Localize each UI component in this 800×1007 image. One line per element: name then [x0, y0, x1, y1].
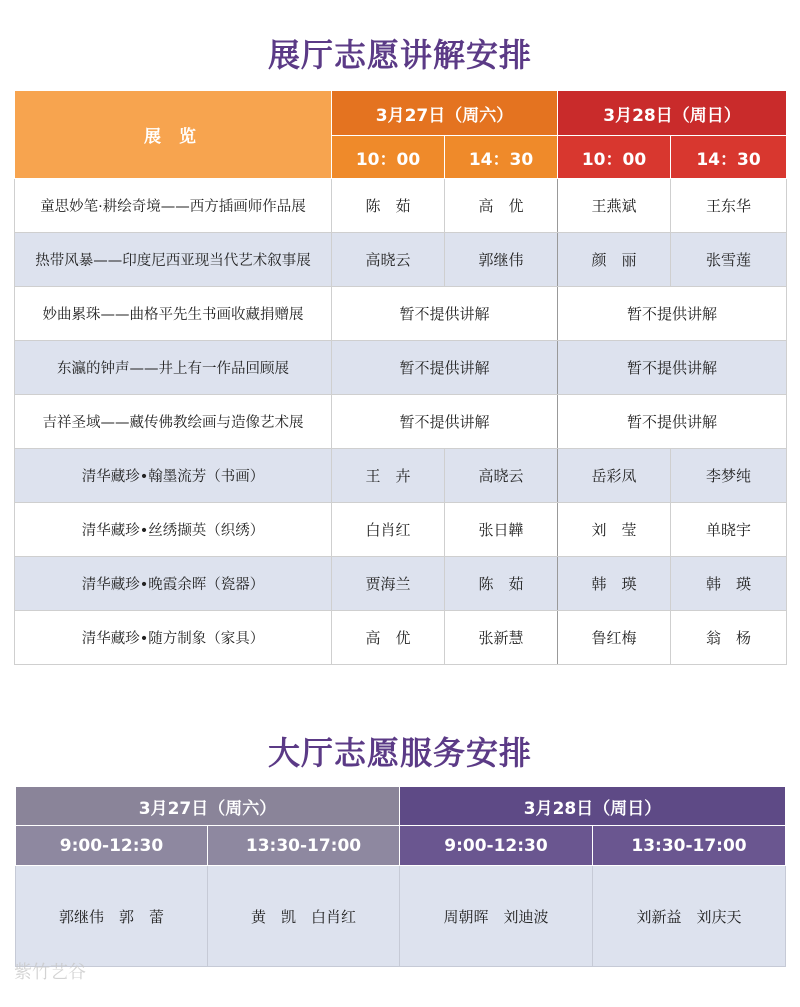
- exhibit-name: 清华藏珍•随方制象（家具）: [15, 611, 332, 665]
- volunteer-name: 翁 杨: [671, 611, 787, 665]
- time-header: 10：00: [558, 136, 671, 179]
- hall-time-header: 9:00-12:30: [400, 826, 593, 866]
- hall-date-header-day1: 3月27日（周六）: [16, 787, 400, 826]
- volunteer-name: 单晓宇: [671, 503, 787, 557]
- hall-time-header: 9:00-12:30: [16, 826, 208, 866]
- exhibit-name: 东瀛的钟声——井上有一作品回顾展: [15, 341, 332, 395]
- table-row: [15, 287, 787, 341]
- no-guide-notice: 暂不提供讲解: [558, 287, 787, 341]
- time-header: 14：30: [671, 136, 787, 179]
- exhibit-name: 热带风暴——印度尼西亚现当代艺术叙事展: [15, 233, 332, 287]
- table-row: [15, 233, 787, 287]
- no-guide-notice: 暂不提供讲解: [558, 395, 787, 449]
- volunteer-name: 张新慧: [445, 611, 558, 665]
- exhibit-column-header: 展 览: [15, 91, 332, 179]
- exhibit-name: 清华藏珍•晚霞余晖（瓷器）: [15, 557, 332, 611]
- volunteer-name: 张日韡: [445, 503, 558, 557]
- volunteer-name: 高 优: [445, 179, 558, 233]
- guide-schedule-table: [14, 90, 787, 665]
- volunteer-name: 颜 丽: [558, 233, 671, 287]
- table-row: [15, 341, 787, 395]
- no-guide-notice: 暂不提供讲解: [332, 395, 558, 449]
- volunteer-name: 张雪莲: [671, 233, 787, 287]
- volunteer-name: 郭继伟: [445, 233, 558, 287]
- volunteer-name: 陈 茹: [332, 179, 445, 233]
- exhibit-name: 吉祥圣域——藏传佛教绘画与造像艺术展: [15, 395, 332, 449]
- exhibit-name: 童思妙笔·耕绘奇境——西方插画师作品展: [15, 179, 332, 233]
- hall-time-header: 13:30-17:00: [208, 826, 400, 866]
- time-header: 14：30: [445, 136, 558, 179]
- exhibit-name: 妙曲累珠——曲格平先生书画收藏捐赠展: [15, 287, 332, 341]
- volunteer-name: 高晓云: [332, 233, 445, 287]
- guide-schedule-title: 展厅志愿讲解安排: [267, 36, 532, 74]
- exhibit-name: 清华藏珍•丝绣撷英（织绣）: [15, 503, 332, 557]
- date-header-day1: 3月27日（周六）: [332, 91, 558, 136]
- volunteer-name: 韩 瑛: [558, 557, 671, 611]
- volunteer-name: 王东华: [671, 179, 787, 233]
- hall-volunteer-names: 郭继伟 郭 蕾: [16, 866, 208, 967]
- no-guide-notice: 暂不提供讲解: [558, 341, 787, 395]
- hall-volunteer-names: 黄 凯 白肖红: [208, 866, 400, 967]
- volunteer-name: 岳彩凤: [558, 449, 671, 503]
- table-row: [15, 557, 787, 611]
- volunteer-name: 王燕斌: [558, 179, 671, 233]
- volunteer-name: 王 卉: [332, 449, 445, 503]
- hall-schedule-table: [15, 786, 786, 967]
- hall-volunteer-names: 刘新益 刘庆天: [593, 866, 786, 967]
- hall-volunteer-names: 周朝晖 刘迪波: [400, 866, 593, 967]
- date-header-day2: 3月28日（周日）: [558, 91, 787, 136]
- volunteer-name: 白肖红: [332, 503, 445, 557]
- hall-date-header-day2: 3月28日（周日）: [400, 787, 786, 826]
- no-guide-notice: 暂不提供讲解: [332, 341, 558, 395]
- table-row: [15, 449, 787, 503]
- volunteer-name: 陈 茹: [445, 557, 558, 611]
- time-header: 10：00: [332, 136, 445, 179]
- table-row: [15, 179, 787, 233]
- volunteer-name: 贾海兰: [332, 557, 445, 611]
- volunteer-name: 刘 莹: [558, 503, 671, 557]
- watermark: 紫竹艺谷: [14, 962, 86, 983]
- table-row: [15, 395, 787, 449]
- table-row: [15, 611, 787, 665]
- volunteer-name: 高晓云: [445, 449, 558, 503]
- volunteer-name: 鲁红梅: [558, 611, 671, 665]
- volunteer-name: 高 优: [332, 611, 445, 665]
- table-row: [15, 503, 787, 557]
- volunteer-name: 李梦纯: [671, 449, 787, 503]
- volunteer-name: 韩 瑛: [671, 557, 787, 611]
- hall-time-header: 13:30-17:00: [593, 826, 786, 866]
- no-guide-notice: 暂不提供讲解: [332, 287, 558, 341]
- hall-schedule-title: 大厅志愿服务安排: [267, 734, 532, 772]
- exhibit-name: 清华藏珍•翰墨流芳（书画）: [15, 449, 332, 503]
